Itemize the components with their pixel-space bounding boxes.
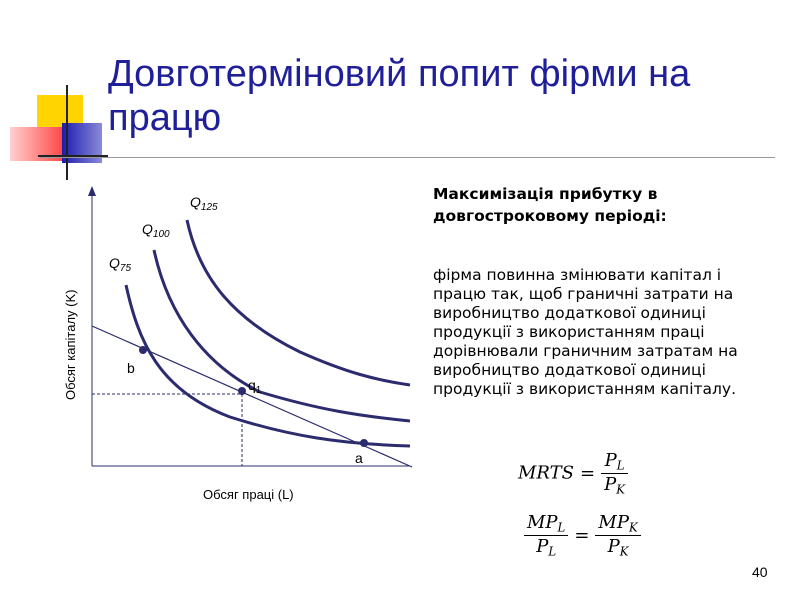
title-divider	[40, 157, 775, 158]
point-b-marker	[139, 346, 147, 354]
point-q1-label: $q_1$	[248, 377, 262, 396]
formula-mp-equals: =	[574, 524, 590, 546]
formula-mrts-fraction: $\frac{P_L}{P_K}$	[601, 450, 628, 496]
point-a-marker	[360, 439, 368, 447]
isoquant-q100-label: $Q_{100}$	[142, 221, 170, 240]
point-b-label: b	[127, 360, 135, 376]
isoquant-diagram	[0, 170, 430, 510]
text-heading: Максимізація прибутку в довгостроковому періоді:	[433, 185, 667, 225]
isoquant-q125	[187, 220, 410, 385]
isoquant-q125-label: $Q_{125}$	[190, 194, 218, 213]
formula-mp-right-fraction: $\frac{MP_K}{P_K}$	[595, 512, 640, 558]
y-axis-arrowhead	[88, 186, 96, 196]
formula-mrts-equals: =	[580, 462, 596, 484]
formula-mrts	[518, 450, 628, 496]
formula-mp-left-fraction: $\frac{MP_L}{P_L}$	[524, 512, 568, 558]
formula-mrts-lhs: MRTS	[518, 462, 575, 484]
page-number: 40	[752, 564, 768, 580]
text-body: фірма повинна змінювати капітал і працю так, щоб граничні затрати на виробництво додаткової одиниці продукції з використанням праці дорівнювали граничним затратам на виробництво додаткової одиниці продукції з використанням капіталу.	[433, 266, 738, 398]
y-axis-label: Обсяг капіталу (K)	[63, 289, 78, 400]
isoquant-q100	[154, 250, 410, 421]
slide-title: Довготерміновий попит фірми на працю	[108, 53, 691, 139]
isoquant-q75	[126, 285, 410, 446]
isoquant-q75-label: $Q_{75}$	[109, 255, 132, 274]
formula-mp-ratio	[524, 512, 641, 558]
deco-vertical-line	[66, 85, 68, 180]
point-q1-marker	[238, 387, 246, 395]
point-a-label: a	[355, 450, 363, 466]
x-axis-label: Обсяг праці (L)	[203, 487, 294, 502]
